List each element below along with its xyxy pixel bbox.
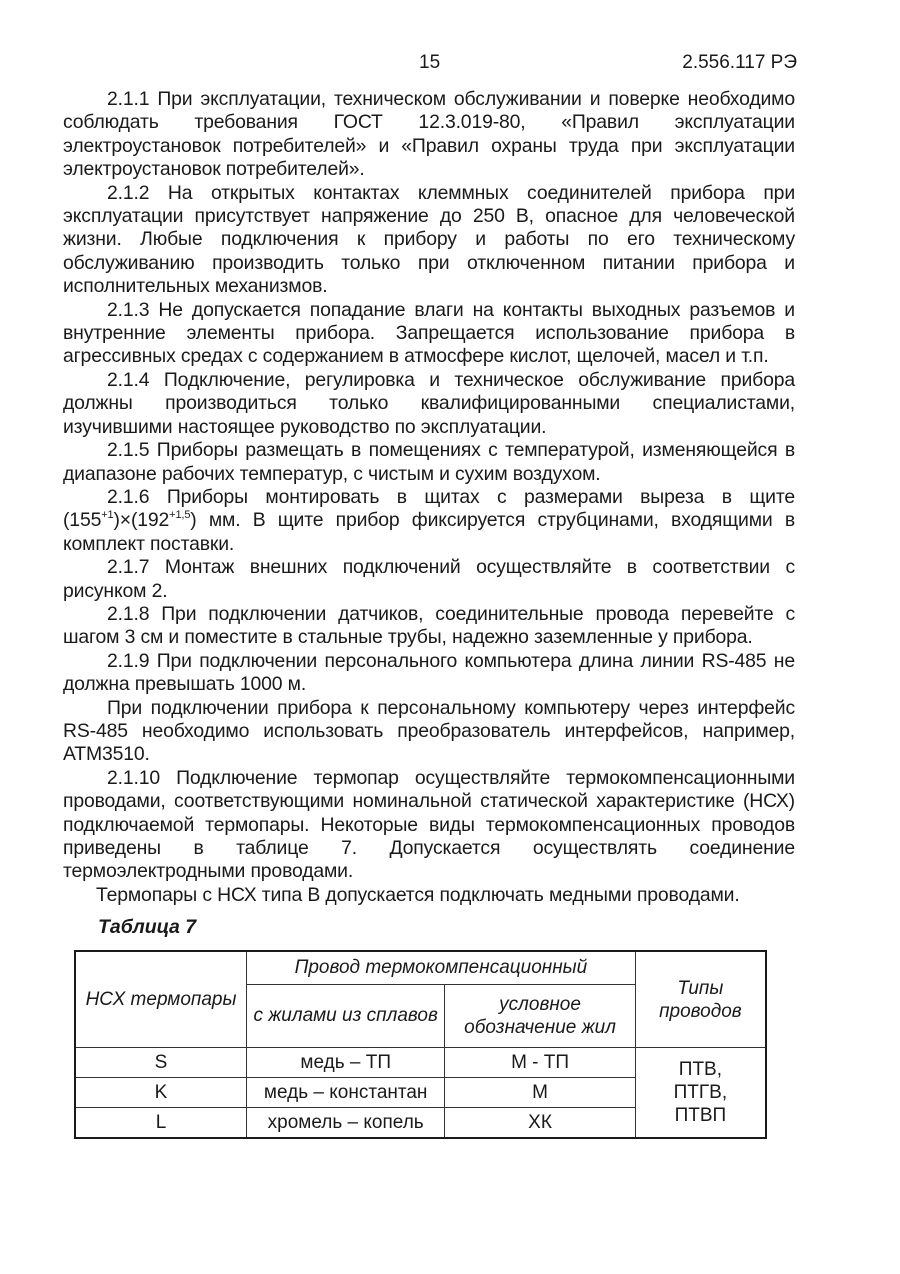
cell-alloy: хромель – копель (247, 1108, 445, 1138)
wire-type: ПТВ, (678, 1059, 722, 1080)
cell-nsx: K (75, 1078, 247, 1108)
paragraph-2-1-9: 2.1.9 При подключении персонального компьютера длина линии RS-485 не должна превышать 1000 м. (63, 649, 795, 696)
tolerance-sup-1: +1 (101, 508, 114, 521)
table-7 (74, 950, 767, 1139)
tolerance-sup-2: +1,5 (169, 508, 191, 521)
paragraph-2-1-1: 2.1.1 При эксплуатации, техническом обслуживании и поверке необходимо соблюдать требования ГОСТ 12.3.019-80, «Правил эксплуатации электроустановок потребителей» и «Правил охраны труда при эксплуатации электроустановок потребителей». (63, 88, 795, 181)
paragraph-2-1-4: 2.1.4 Подключение, регулировка и техническое обслуживание прибора должны производиться только квалифицированными специалистами, изучившими настоящее руководство по эксплуатации. (63, 368, 795, 438)
paragraph-2-1-3: 2.1.3 Не допускается попадание влаги на контакты выходных разъемов и внутренние элементы прибора. Запрещается использование прибора в агрессивных средах с содержанием в атмосфере кислот, щелочей, масел и т.п. (63, 298, 795, 368)
header-nsx: НСХ термопары (75, 951, 247, 1048)
table-caption: Таблица 7 (98, 916, 197, 938)
wire-type: ПТГВ, (673, 1082, 728, 1103)
cell-designation: ХК (445, 1108, 635, 1138)
paragraph-2-1-7: 2.1.7 Монтаж внешних подключений осуществляйте в соответствии с рисунком 2. (63, 556, 795, 602)
p216-lead: 2.1.6 Приборы монтировать в щитах с размерами выреза в щите (155 (63, 485, 795, 532)
header-wire-types: Типы проводов (635, 951, 766, 1048)
paragraph-2-1-2: 2.1.2 На открытых контактах клеммных соединителей прибора при эксплуатации присутствует напряжение до 250 В, опасное для человеческой жизни. Любые подключения к прибору и работы по его техническому обслуживанию производить только при отключенном питании прибора и исполнительных механизмов. (63, 181, 795, 298)
wire-type: ПТВП (674, 1105, 727, 1126)
cell-designation: М - ТП (445, 1048, 635, 1078)
cell-designation: М (445, 1078, 635, 1108)
paragraph-type-b-note: Термопары с НСХ типа В допускается подключать медными проводами. (96, 883, 740, 906)
p216-mid: )×(192 (113, 509, 170, 532)
cell-alloy: медь – константан (247, 1078, 445, 1108)
paragraph-2-1-5: 2.1.5 Приборы размещать в помещениях с температурой, изменяющейся в диапазоне рабочих температур, с чистым и сухим воздухом. (63, 439, 795, 485)
header-alloy-cores: с жилами из сплавов (247, 984, 445, 1047)
body-text (63, 88, 795, 907)
cell-alloy: медь – ТП (247, 1048, 445, 1078)
header-compensation-wire: Провод термокомпенсационный (247, 951, 636, 984)
paragraph-2-1-6 (63, 486, 795, 556)
p216-tail: ) мм. В щите прибор фиксируется струбцинами, входящими в комплект поставки. (63, 509, 795, 555)
cell-nsx: S (75, 1048, 247, 1078)
paragraph-2-1-8: 2.1.8 При подключении датчиков, соединительные провода перевейте с шагом 3 см и поместите в стальные трубы, надежно заземленные у прибора. (63, 602, 795, 649)
cell-nsx: L (75, 1108, 247, 1138)
document-code: 2.556.117 РЭ (682, 52, 797, 73)
paragraph-2-1-10: 2.1.10 Подключение термопар осуществляйте термокомпенсационными проводами, соответствующими номинальной статической характеристике (НСХ) подключаемой термопары. Некоторые виды термокомпенсационных проводов приведены в таблице 7. Допускается осуществлять соединение термоэлектродными проводами. (63, 766, 795, 883)
table-row (75, 1048, 766, 1078)
header-core-designation: условное обозначение жил (445, 984, 635, 1047)
paragraph-rs485-converter: При подключении прибора к персональному компьютеру через интерфейс RS-485 необходимо использовать преобразователь интерфейсов, например, АТМ3510. (63, 696, 795, 766)
cell-wire-types (635, 1048, 766, 1139)
page-number: 15 (419, 52, 441, 73)
